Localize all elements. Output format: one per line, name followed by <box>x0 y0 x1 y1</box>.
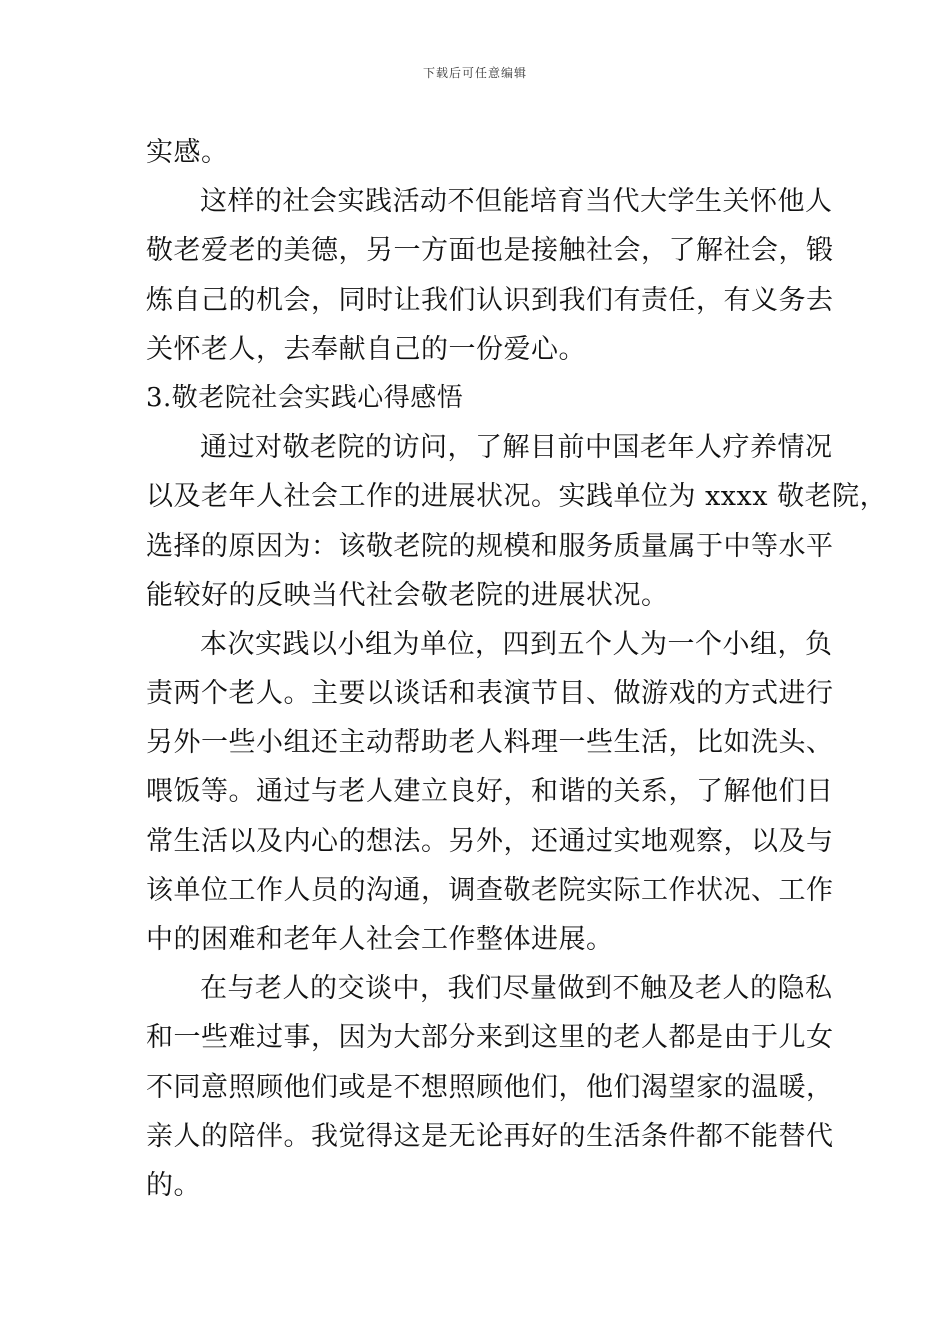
text-line: 炼自己的机会，同时让我们认识到我们有责任，有义务去 <box>146 284 834 316</box>
text-line: 关怀老人，去奉献自己的一份爱心。 <box>146 333 586 365</box>
text-line: 该单位工作人员的沟通，调查敬老院实际工作状况、工作 <box>146 874 834 906</box>
text-line: 亲人的陪伴。我觉得这是无论再好的生活条件都不能替代 <box>146 1120 834 1152</box>
paragraph-first-line: 在与老人的交谈中，我们尽量做到不触及老人的隐私 <box>200 973 833 1005</box>
text-line: 常生活以及内心的想法。另外，还通过实地观察，以及与 <box>146 825 834 857</box>
section-heading: 3.敬老院社会实践心得感悟 <box>146 382 464 413</box>
text-line: 选择的原因为：该敬老院的规模和服务质量属于中等水平 <box>146 530 834 562</box>
paragraph-first-line: 这样的社会实践活动不但能培育当代大学生关怀他人 <box>200 186 833 218</box>
text-line: 以及老年人社会工作的进展状况。实践单位为 xxxx 敬老院， <box>146 481 888 513</box>
text-line: 中的困难和老年人社会工作整体进展。 <box>146 924 614 955</box>
text-line: 能较好的反映当代社会敬老院的进展状况。 <box>146 579 669 611</box>
text-line: 另外一些小组还主动帮助老人料理一些生活，比如洗头、 <box>146 727 834 759</box>
document-body <box>146 128 888 1210</box>
text-line: 的。 <box>146 1169 201 1201</box>
paragraph-first-line: 本次实践以小组为单位，四到五个人为一个小组，负 <box>200 628 833 660</box>
text-line: 和一些难过事，因为大部分来到这里的老人都是由于儿女 <box>146 1022 834 1054</box>
paragraph-first-line: 通过对敬老院的访问，了解目前中国老年人疗养情况 <box>200 432 833 464</box>
text-line: 责两个老人。主要以谈话和表演节目、做游戏的方式进行 <box>146 678 834 710</box>
text-line: 实感。 <box>146 137 229 168</box>
page-header: 下载后可任意编辑 <box>422 66 527 80</box>
text-line: 不同意照顾他们或是不想照顾他们，他们渴望家的温暖， <box>146 1071 834 1103</box>
text-line: 敬老爱老的美德，另一方面也是接触社会，了解社会，锻 <box>146 235 834 267</box>
text-line: 喂饭等。通过与老人建立良好，和谐的关系，了解他们日 <box>146 776 834 808</box>
